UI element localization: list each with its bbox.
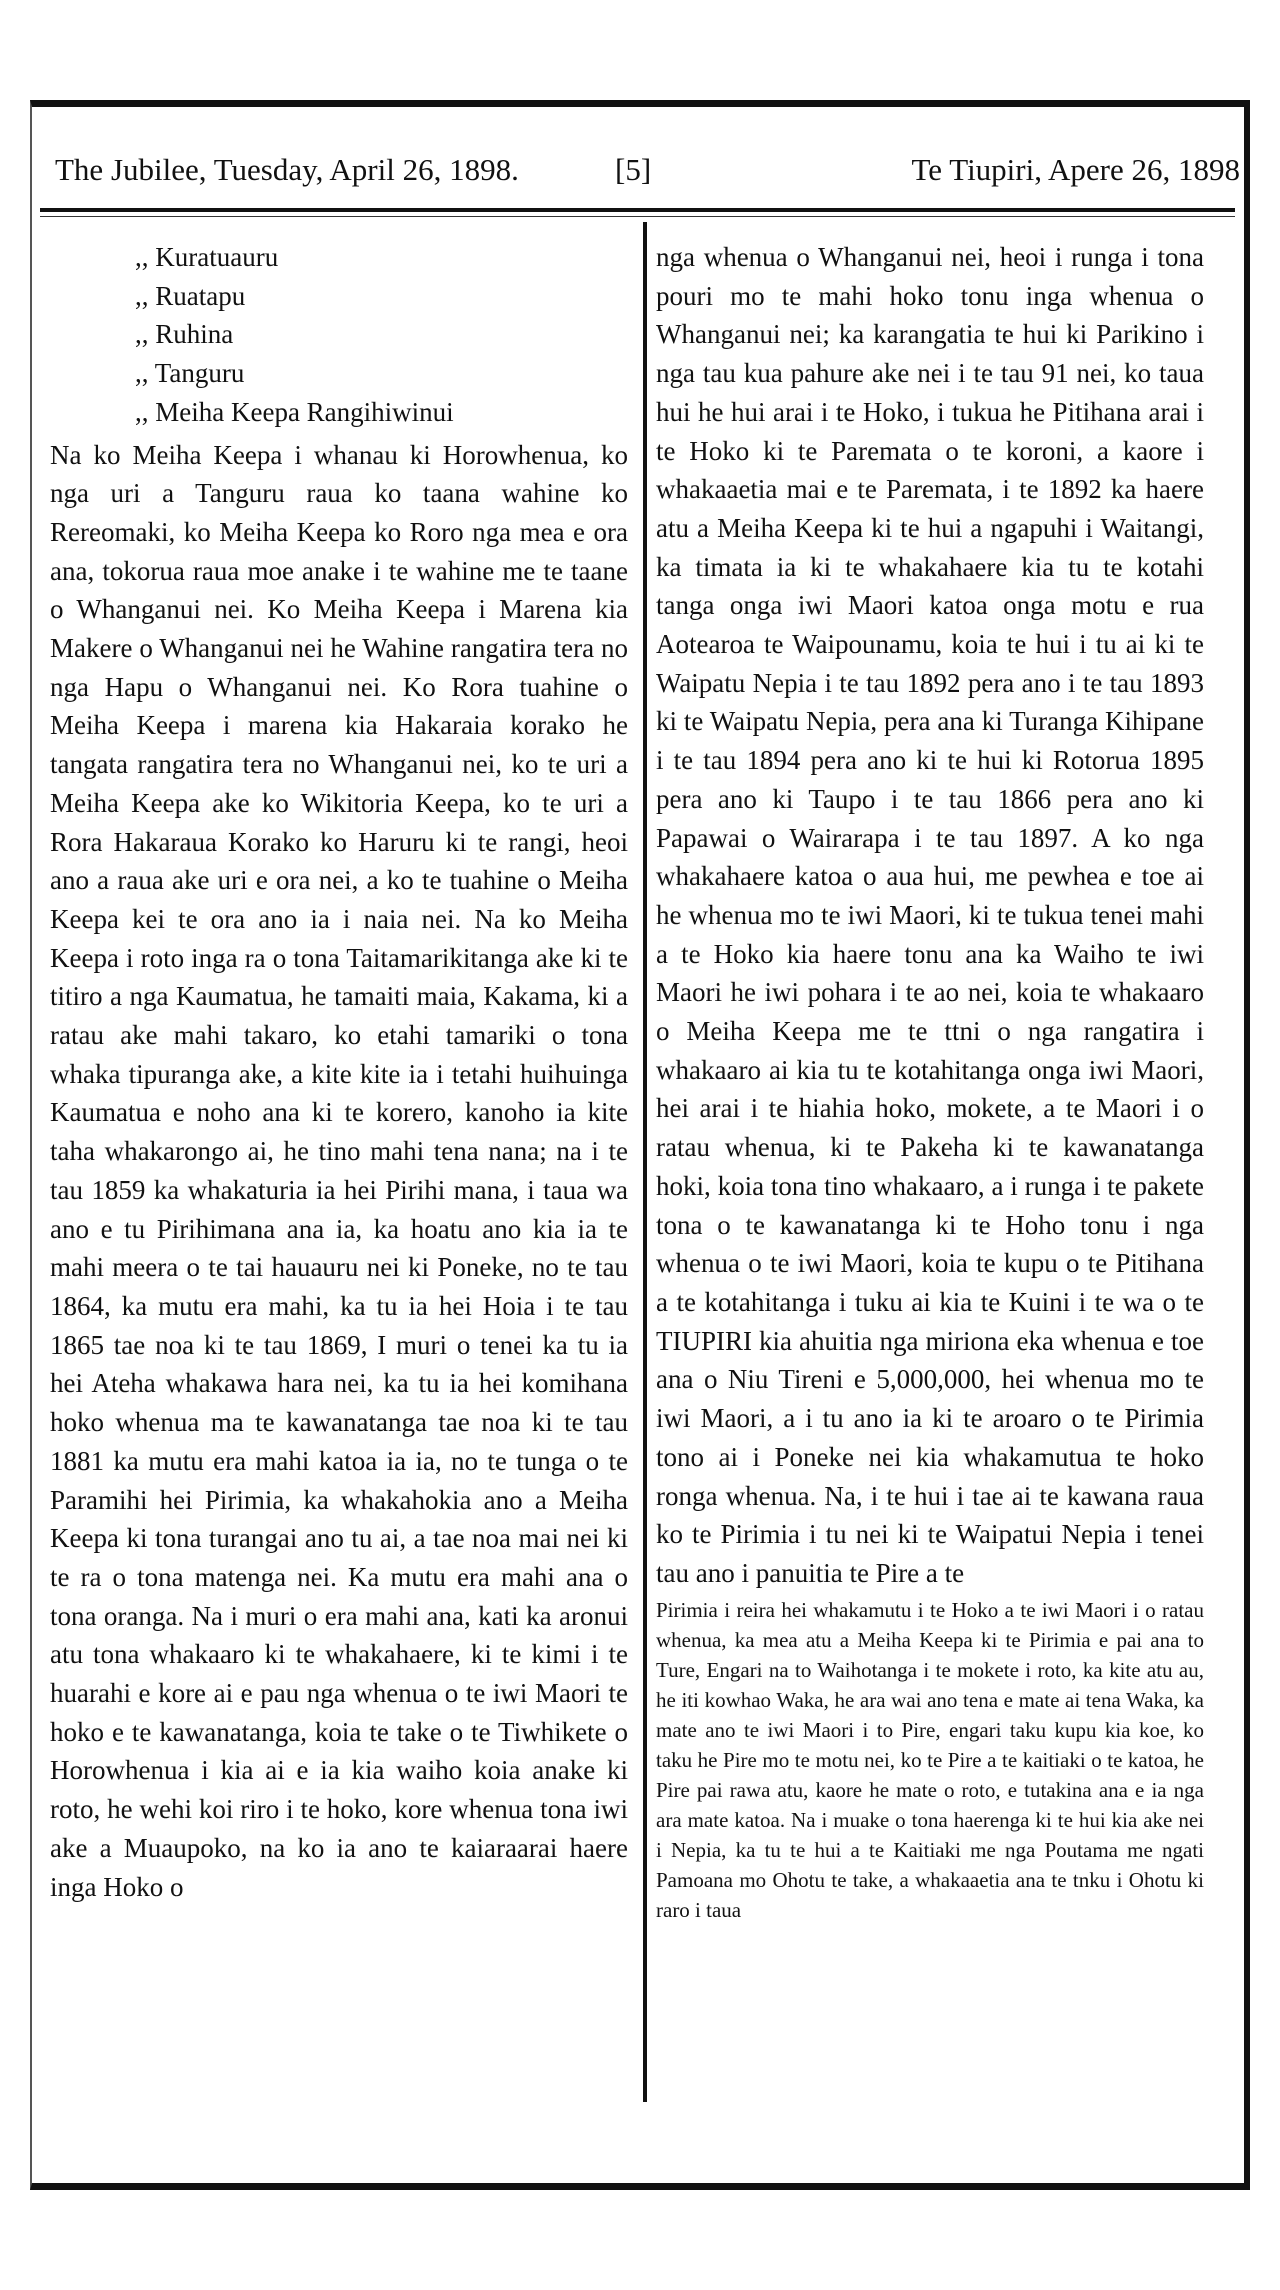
page-header: [55, 148, 1240, 192]
page-number: [5]: [615, 152, 652, 187]
genealogy-item: ,, Ruhina: [135, 319, 234, 350]
header-english-title: The Jubilee, Tuesday, April 26, 1898.: [55, 152, 519, 187]
column-divider: [643, 222, 647, 2102]
header-maori-title: Te Tiupiri, Apere 26, 1898: [911, 152, 1240, 187]
genealogy-item: ,, Ruatapu: [135, 280, 246, 311]
right-article-small-text: Pirimia i reira hei whakamutu i te Hoko a te iwi Maori i o ratau whenua, ka mea atu a Meiha Keepa ki te Pirimia e pai ana to Ture, Engari na to Waihotanga i te mokete i roto, ka kite atu au, he iti kowhao Waka, he ara wai ano tena e mate ai tena Waka, ka mate ano te iwi Maori i to Pire, engari taku kupu kia koe, ko taku he Pire mo te motu nei, ko te Pire a te kaitiaki o te katoa, he Pire pai rawa atu, kaore he mate o roto, e tutakina ana e ia nga ara mate katoa. Na i muake o tona haerenga ki te hui kia ake nei i Nepia, ka tu te hui a te Kaitiaki me nga Poutama me ngati Pamoana mo Ohotu te take, a whakaaetia ana te tnku i Ohotu ki raro i taua: [656, 1597, 1204, 1922]
header-rule-thin: [40, 216, 1235, 217]
left-article-text: Na ko Meiha Keepa i whanau ki Horowhenua, ko nga uri a Tanguru raua ko taana wahine ko Rereomaki, ko Meiha Keepa ko Roro nga mea e ora ana, tokorua raua moe anake i te wahine me te taane o Whanganui nei. Ko Meiha Keepa i Marena kia Makere o Whanganui nei he Wahine rangatira tera no nga Hapu o Whanganui nei. Ko Rora tuahine o Meiha Keepa i marena kia Hakaraia korako he tangata rangatira tera no Whanganui nei, ko te uri a Meiha Keepa ake ko Wikitoria Keepa, ko te uri a Rora Hakaraua Korako ko Haruru ki te rangi, heoi ano a raua ake uri e ora nei, a ko te tuahine o Meiha Keepa kei te ora ano ia i naia nei. Na ko Meiha Keepa i roto inga ra o tona Taitamarikitanga ake ki te titiro a nga Kaumatua, he tamaiti maia, Kakama, ki a ratau ake mahi takaro, ko etahi tamariki o tona whaka tipuranga ake, a kite kite ia i tetahi huihuinga Kaumatua e noho ana ki te korero, kanoho ia kite taha whakarongo ai, he tino mahi tena nana; na i te tau 1859 ka whakaturia ia hei Pirihi mana, i taua wa ano e tu Pirihimana ana ia, ka hoatu ano kia ia te mahi meera o te tai hauauru nei ki Poneke, no te tau 1864, ka mutu era mahi, ka tu ia hei Hoia i te tau 1865 tae noa ki te tau 1869, I muri o tenei ka tu ia hei Ateha whakawa hara nei, ka tu ia hei komihana hoko whenua ma te kawanatanga tae noa ki te tau 1881 ka mutu era mahi katoa ia ia, no te tunga o te Paramihi hei Pirimia, ka whakahokia ano a Meiha Keepa ki tona turangai ano tu ai, a tae noa mai nei ki te ra o tona matenga nei. Ka mutu era mahi ana o tona oranga. Na i muri o era mahi ana, kati ka aronui atu tona whakaaro ki te whakahaere, ki te kimi i te huarahi e kore ai e pau nga whenua o te iwi Maori te hoko e te kawanatanga, koia te take o te Tiwhikete o Horowhenua i kia ai e ia kia waiho koia anake ki roto, he wehi koi riro i te hoko, kore whenua tona iwi ake a Muaupoko, na ko ia ano te kaiaraarai haere inga Hoko o: [50, 439, 628, 1902]
left-column: [50, 238, 628, 1906]
genealogy-list: [50, 238, 628, 432]
genealogy-item: ,, Tanguru: [135, 358, 245, 389]
right-article-text: nga whenua o Whanganui nei, heoi i runga i tona pouri mo te mahi hoko tonu inga whenua o Whanganui nei; ka karangatia te hui ki Parikino i nga tau kua pahure ake nei i te tau 91 nei, ko taua hui he hui arai i te Hoko, i tukua he Pitihana arai i te Hoko ki te Paremata o te koroni, a kaore i whakaaetia mai e te Paremata, i te 1892 ka haere atu a Meiha Keepa ki te hui a ngapuhi i Waitangi, ka timata ia ki te whakahaere kia tu te kotahi tanga onga iwi Maori katoa onga motu e rua Aotearoa te Waipounamu, koia te hui i tu ai ki te Waipatu Nepia i te tau 1892 pera ano i te tau 1893 ki te Waipatu Nepia, pera ana ki Turanga Kihipane i te tau 1894 pera ano ki te hui ki Rotorua 1895 pera ano ki Taupo i te tau 1866 pera ano ki Papawai o Wairarapa i te tau 1897. A ko nga whakahaere katoa o aua hui, me pewhea e toe ai he whenua mo te iwi Maori, ki te tukua tenei mahi a te Hoko kia haere tonu ana ka Waiho te iwi Maori he iwi pohara i te ao nei, koia te whakaaro o Meiha Keepa me te ttni o nga rangatira i whakaaro ai kia tu te kotahitanga onga iwi Maori, hei arai i te hiahia hoko, mokete, a te Maori i o ratau whenua, ki te Pakeha ki te kawanatanga hoki, koia tona tino whakaaro, a i runga i te pakete tona o te kawanatanga ki te Hoho tonu i nga whenua o te iwi Maori, koia te kupu o te Pitihana a te kotahitanga i tuku ai kia te Kuini i te wa o te TIUPIRI kia ahuitia nga miriona eka whenua e toe ana o Niu Tireni e 5,000,000, hei whenua mo te iwi Maori, a i tu ano ia ki te aroaro o te Pirimia tono ai i Poneke nei kia whakamutua te hoko ronga whenua. Na, i te hui i tae ai te kawana raua ko te Pirimia i tu nei ki te Waipatui Nepia i tenei tau ano i panuitia te Pire a te: [656, 242, 1204, 1588]
genealogy-item: ,, Meiha Keepa Rangihiwinui: [135, 396, 454, 427]
right-column: [656, 238, 1204, 1925]
genealogy-item: ,, Kuratuauru: [135, 242, 279, 272]
header-rule-thick: [40, 208, 1235, 212]
